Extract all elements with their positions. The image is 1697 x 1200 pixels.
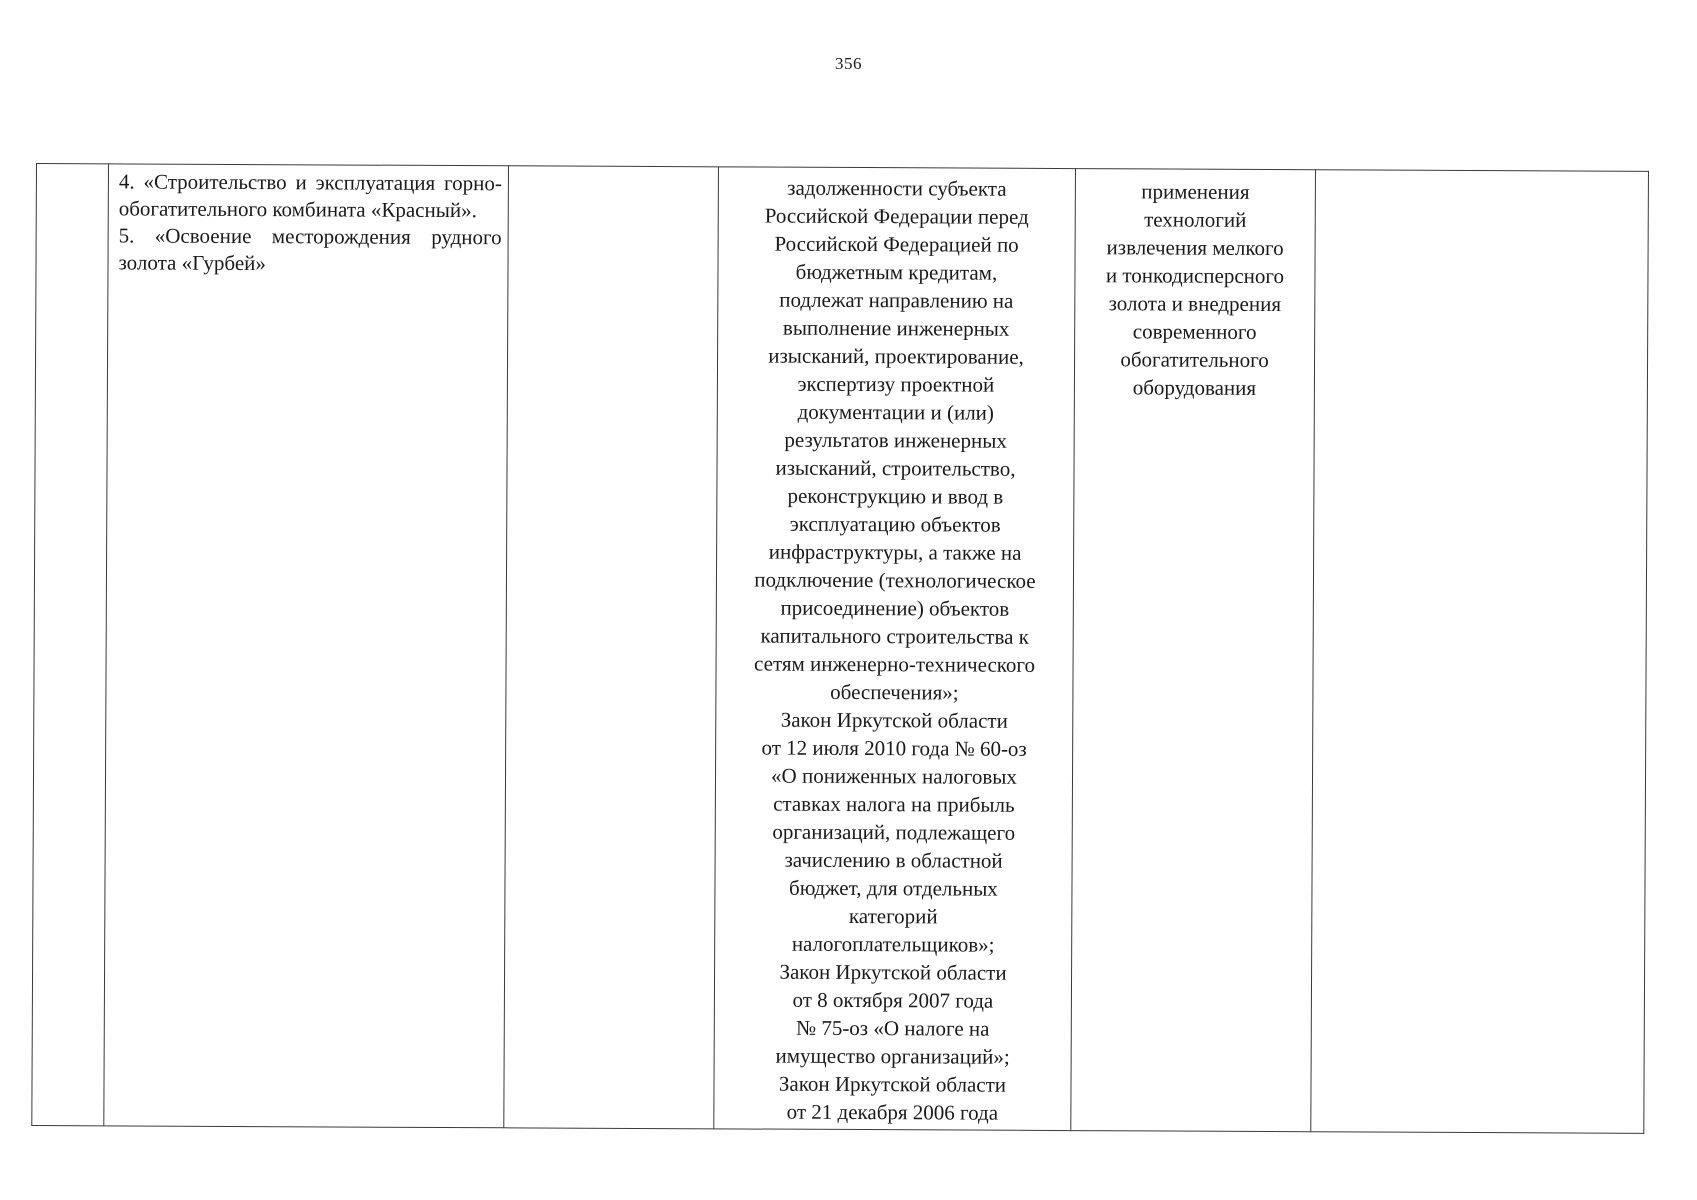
cell-empty-last: [1311, 170, 1649, 1134]
text-line: подлежат направлению на: [779, 287, 1014, 313]
text-line: Российской Федерации перед: [764, 203, 1029, 229]
text-line: Закон Иркутской области: [780, 707, 1008, 733]
text-line: и тонкодисперсного: [1105, 263, 1285, 289]
text-line: от 12 июля 2010 года № 60-оз: [761, 735, 1027, 761]
text-line: современного: [1132, 319, 1257, 344]
text-line: результатов инженерных: [784, 427, 1007, 453]
text-line: выполнение инженерных: [782, 315, 1010, 341]
text-line: зачислению в областной: [784, 847, 1003, 873]
text-line: от 21 декабря 2006 года: [786, 1099, 999, 1125]
legal-basis-text: [714, 167, 1075, 1127]
table-row: [32, 164, 1649, 1134]
text-line: имущество организаций»;: [775, 1043, 1010, 1069]
text-line: инфраструктуры, а также на: [768, 539, 1022, 565]
text-line: «О пониженных налоговых: [771, 763, 1017, 789]
cell-projects: [104, 164, 509, 1128]
text-line: оборудования: [1132, 375, 1257, 400]
projects-list: [108, 164, 508, 278]
text-line: организаций, подлежащего: [772, 819, 1016, 845]
cell-number: [32, 164, 109, 1126]
text-line: подключение (технологическое: [754, 567, 1036, 593]
cell-empty: [504, 166, 719, 1129]
text-line: категорий: [848, 903, 938, 929]
text-line: документации и (или): [797, 399, 995, 425]
text-line: бюджетным кредитам,: [795, 259, 998, 285]
document-table: [31, 163, 1649, 1134]
text-line: экспертизу проектной: [797, 371, 995, 397]
text-line: изысканий, строительство,: [775, 455, 1016, 481]
text-line: применения: [1141, 179, 1250, 204]
text-line: сетям инженерно-технического: [754, 651, 1036, 677]
text-line: от 8 октября 2007 года: [792, 987, 994, 1013]
project-item: 5. «Освоение месторождения рудного золота «Гурбей»: [118, 223, 502, 276]
text-line: обеспечения»;: [830, 679, 959, 705]
text-line: обогатительного: [1120, 347, 1269, 373]
text-line: изысканий, проектирование,: [768, 343, 1024, 369]
project-item: 4. «Строительство и эксплуатация горно-обогатительного комбината «Красный».: [118, 169, 502, 223]
text-line: налогоплательщиков»;: [791, 931, 995, 957]
text-line: задолженности субъекта: [787, 175, 1007, 201]
outcome-text: [1075, 169, 1315, 402]
cell-outcome: [1071, 169, 1316, 1132]
text-line: бюджет, для отдельных: [789, 875, 998, 901]
document-table-container: [31, 163, 1648, 1134]
text-line: Закон Иркутской области: [778, 1071, 1007, 1097]
text-line: эксплуатацию объектов: [789, 511, 1001, 537]
text-line: технологий: [1144, 207, 1247, 232]
text-line: извлечения мелкого: [1106, 235, 1284, 261]
text-line: золота и внедрения: [1108, 291, 1282, 317]
text-line: Российской Федерацией по: [774, 231, 1019, 257]
text-line: реконструкцию и ввод в: [787, 483, 1004, 509]
page-number: 356: [835, 54, 862, 73]
text-line: Закон Иркутской области: [779, 959, 1007, 985]
text-line: присоединение) объектов: [780, 595, 1010, 621]
text-line: № 75-оз «О налоге на: [796, 1015, 990, 1041]
text-line: капитального строительства к: [760, 623, 1029, 649]
text-line: ставках налога на прибыль: [773, 791, 1015, 817]
cell-legal-basis: [714, 167, 1076, 1131]
